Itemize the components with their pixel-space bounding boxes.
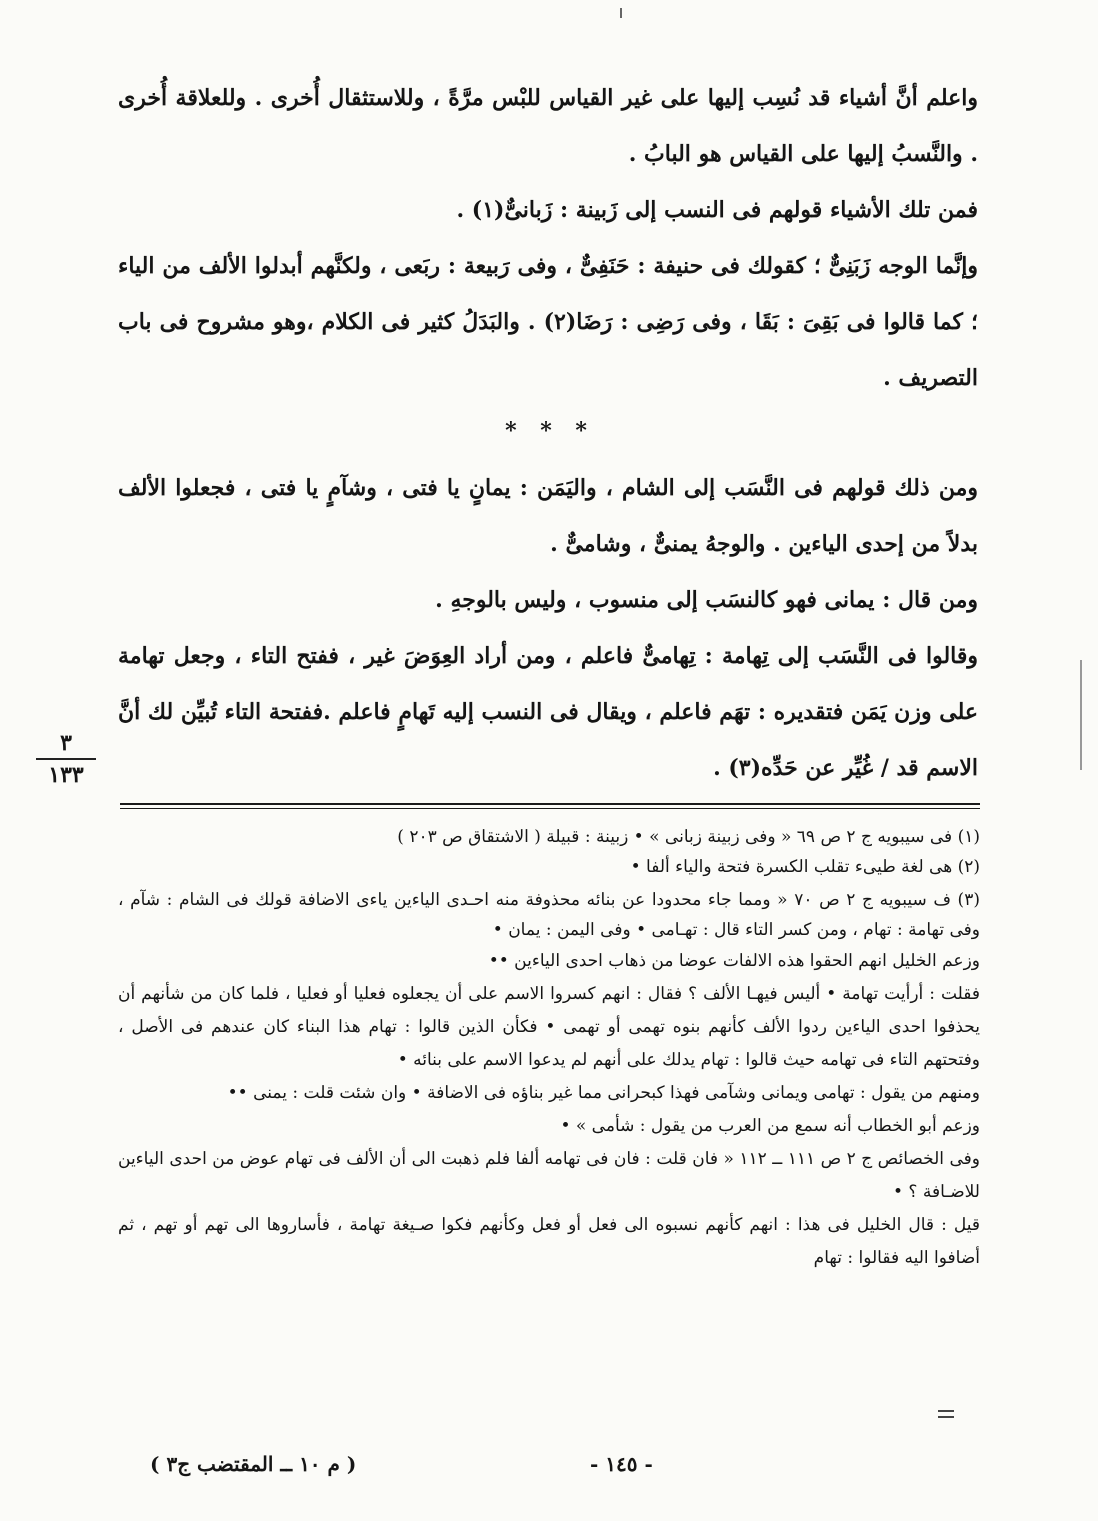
paragraph-1: واعلم أنَّ أشياء قد نُسِب إليها على غير القياس للبْس مرَّةً ، وللاستثقال أُخرى . وللعلاقة أُخرى . والنَّسبُ إليها على القياس هو البابُ . <box>118 85 978 167</box>
footnote-rule-thin <box>120 808 980 809</box>
paragraph-5: ومن قال : يمانى فهو كالنسَب إلى منسوب ، وليس بالوجهِ . <box>435 587 978 613</box>
continuation-mark <box>938 1416 954 1418</box>
scan-mark <box>620 8 622 18</box>
paragraph-3: وإنَّما الوجه زَبَنِىٌّ ؛ كقولك فى حنيفة : حَنَفِىٌّ ، وفى رَبيعة : ربَعى ، ولكنَّهم أبدلوا الألف من الياء ؛ كما قالوا فى بَقِىَ : بَقَا ، وفى رَضِى : رَضَا(٢) . والبَدَلُ كثير فى الكلام ،وهو مشروح فى باب التصريف . <box>118 253 979 391</box>
volume-reference: ( م ١٠ ــ المقتضب ج٣ ) <box>150 1452 357 1476</box>
paragraph-2: فمن تلك الأشياء قولهم فى النسب إلى زَبينة : زَبانىٌّ(١) . <box>456 197 978 223</box>
main-text-bottom <box>118 460 978 796</box>
continuation-mark <box>938 1410 954 1412</box>
page-number: - ١٤٥ - <box>590 1452 653 1476</box>
paragraph-4: ومن ذلك قولهم فى النَّسَب إلى الشام ، واليَمَن : يمانٍ يا فتى ، وشآمٍ يا فتى ، فجعلوا الألف بدلاً من إحدى الياءين . والوجهُ يمنىٌّ ، وشامىٌّ . <box>118 475 978 557</box>
section-separator: * * * <box>505 418 595 444</box>
main-text-top <box>118 70 978 406</box>
footnote-3: (٣) ف سيبويه ج ٢ ص ٧٠ « ومما جاء محدودا عن بنائه محذوفة منه احـدى الياءين ياءى الاضافة قولك فى الشام : شآم ، وفى تهامة : تهام ، ومن كسر التاء قال : تهـامى • وفى اليمن : يمان • <box>118 890 980 940</box>
footnote-1: (١) فى سيبويه ج ٢ ص ٦٩ « وفى زبينة زبانى » • زبينة : قبيلة ( الاشتقاق ص ٢٠٣ ) <box>397 827 980 847</box>
footnote-3-continuation: وفى الخصائص ج ٢ ص ١١١ ــ ١١٢ « فان قلت : فان فى تهامه ألفا فلم ذهبت الى أن الألف فى تهام عوض من احدى الياءين للاضـافة ؟ • <box>118 1149 980 1202</box>
binding-line <box>1080 660 1082 770</box>
paragraph-6: وقالوا فى النَّسَب إلى تِهامة : تِهامىٌّ فاعلم ، ومن أراد العِوَضَ غير ، ففتح التاء ، وجعل تهامة على وزن يَمَن فتقديره : تهَم فاعلم ، ويقال فى النسب إليه تَهامٍ فاعلم .ففتحة التاء تُبيِّن لك أنَّ الاسم قد / غُيِّر عن حَدِّه(٣) . <box>118 643 978 781</box>
margin-reference-top: ٣ <box>60 730 72 756</box>
footnote-3-continuation: فقلت : أرأيت تهامة • أليس فيهـا الألف ؟ فقال : انهم كسروا الاسم على أن يجعلوه فعليا أو فعليا ، فلما كان من شأنهم أن يحذفوا احدى الياءين ردوا الألف كأنهم بنوه تهمى أو تهمى • فكأن الذين قالوا : تهام هذا البناء كان عندهم فى الأصل ، وفتحتهم التاء فى تهامه حيث قالوا : تهام يدلك على أنهم لم يدعوا الاسم على بنائه • <box>118 984 980 1070</box>
footnote-rule <box>120 803 980 805</box>
footnote-3-continuation: وزعم أبو الخطاب أنه سمع من العرب من يقول : شأمى » • <box>560 1116 980 1136</box>
footnote-3-continuation: وزعم الخليل انهم الحقوا هذه الالفات عوضا من ذهاب احدى الياءين •• <box>488 951 980 971</box>
footnote-3-continuation: قيل : قال الخليل فى هذا : انهم كأنهم نسبوه الى فعل أو فعل وكأنهم فكوا صـيغة تهامة ، فأساروها الى تهم أو تهم ، ثم أضافوا اليه فقالوا : تهام <box>118 1215 980 1268</box>
footnote-3-continuation: ومنهم من يقول : تهامى ويمانى وشآمى فهذا كبحرانى مما غير بناؤه فى الاضافة • وان شئت قلت : يمنى •• <box>227 1083 980 1103</box>
footnote-2: (٢) هى لغة طيىء تقلب الكسرة فتحة والياء ألفا • <box>630 857 980 877</box>
footnotes <box>118 822 980 1275</box>
margin-page-reference <box>30 730 102 788</box>
margin-reference-bottom: ١٣٣ <box>48 762 84 788</box>
margin-divider <box>36 758 96 760</box>
